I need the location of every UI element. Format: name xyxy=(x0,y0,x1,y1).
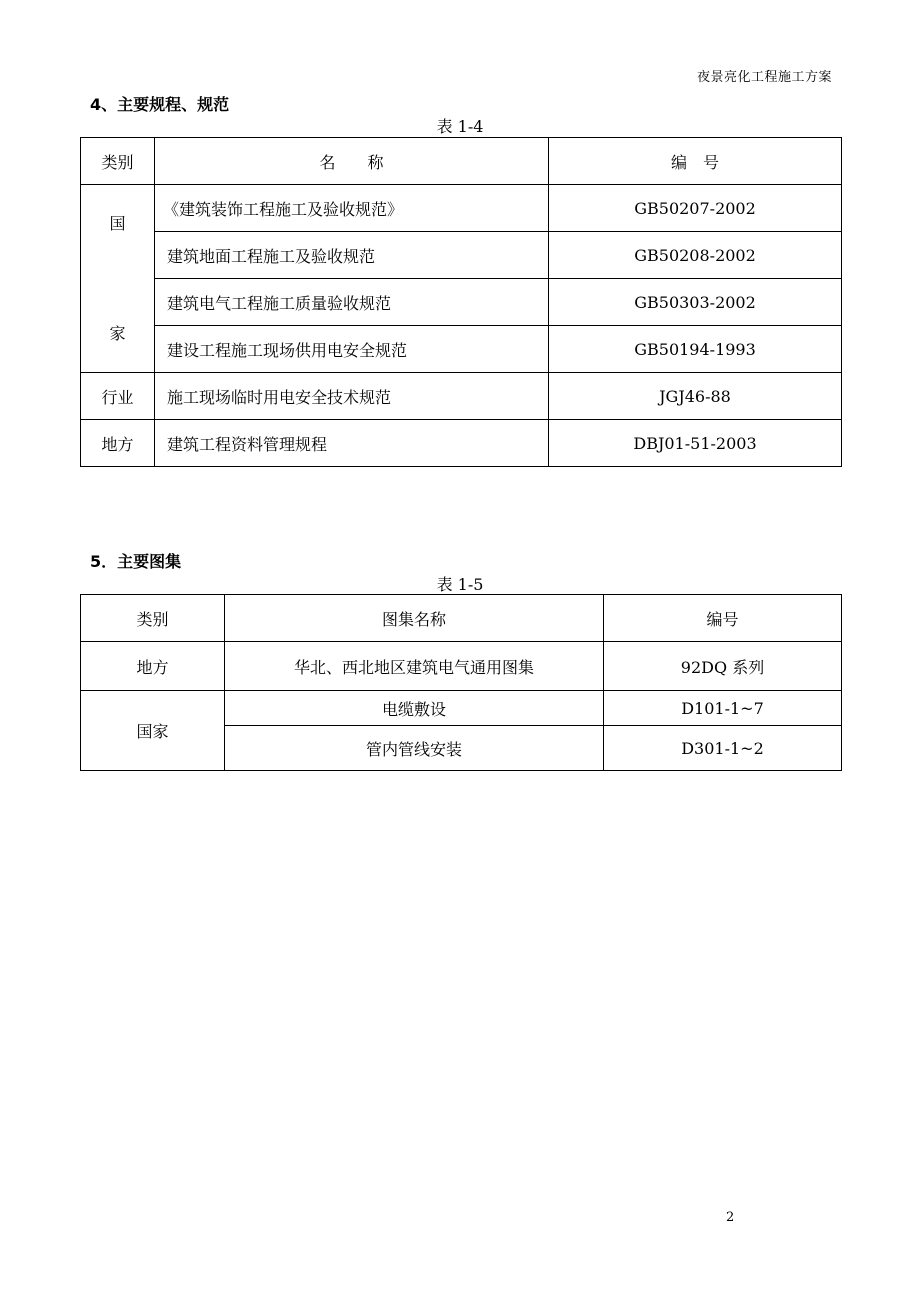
section-4-heading: 4、主要规程、规范 xyxy=(90,95,230,114)
column-header-category: 类别 xyxy=(81,595,225,642)
atlas-name: 管内管线安装 xyxy=(225,726,604,771)
category-local: 地方 xyxy=(81,642,225,691)
page-number: 2 xyxy=(726,1210,735,1225)
column-header-name xyxy=(155,138,549,185)
category-industry: 行业 xyxy=(81,373,155,420)
column-header-name-text: 名 称 xyxy=(319,152,384,172)
column-header-category: 类别 xyxy=(81,138,155,185)
regulation-name: 建筑电气工程施工质量验收规范 xyxy=(155,279,549,326)
atlas-code: D301-1~2 xyxy=(604,726,842,771)
regulation-code: GB50303-2002 xyxy=(549,279,842,326)
atlas-code: D101-1~7 xyxy=(604,691,842,726)
column-header-code: 编号 xyxy=(604,595,842,642)
regulation-code: GB50208-2002 xyxy=(549,232,842,279)
regulation-code: GB50194-1993 xyxy=(549,326,842,373)
regulation-code: JGJ46-88 xyxy=(549,373,842,420)
table-row xyxy=(81,420,842,467)
section-5-heading: 5．主要图集 xyxy=(90,552,182,571)
table-header-row xyxy=(81,595,842,642)
table-row xyxy=(81,373,842,420)
table-row xyxy=(81,279,842,326)
category-national-bottom: 家 xyxy=(109,324,126,343)
regulation-name: 施工现场临时用电安全技术规范 xyxy=(155,373,549,420)
regulation-name: 建筑地面工程施工及验收规范 xyxy=(155,232,549,279)
regulation-code: GB50207-2002 xyxy=(549,185,842,232)
table-header-row xyxy=(81,138,842,185)
regulations-table xyxy=(80,137,842,467)
category-national: 国家 xyxy=(81,691,225,771)
regulation-name: 建筑工程资料管理规程 xyxy=(155,420,549,467)
column-header-name: 图集名称 xyxy=(225,595,604,642)
table-1-5-caption: 表 1-5 xyxy=(436,575,484,594)
atlas-name: 电缆敷设 xyxy=(225,691,604,726)
category-national-top: 国 xyxy=(109,214,126,233)
table-row xyxy=(81,232,842,279)
regulation-code: DBJ01-51-2003 xyxy=(549,420,842,467)
category-local: 地方 xyxy=(81,420,155,467)
table-row xyxy=(81,691,842,726)
category-national-cell xyxy=(81,185,155,373)
document-running-title: 夜景亮化工程施工方案 xyxy=(696,70,832,85)
regulation-name: 建设工程施工现场供用电安全规范 xyxy=(155,326,549,373)
table-row xyxy=(81,326,842,373)
atlas-code: 92DQ 系列 xyxy=(604,642,842,691)
regulation-name: 《建筑装饰工程施工及验收规范》 xyxy=(155,185,549,232)
table-row xyxy=(81,642,842,691)
atlas-table xyxy=(80,594,842,771)
column-header-code: 编 号 xyxy=(549,138,842,185)
atlas-name: 华北、西北地区建筑电气通用图集 xyxy=(225,642,604,691)
table-1-4-caption: 表 1-4 xyxy=(436,117,484,136)
table-row xyxy=(81,185,842,232)
